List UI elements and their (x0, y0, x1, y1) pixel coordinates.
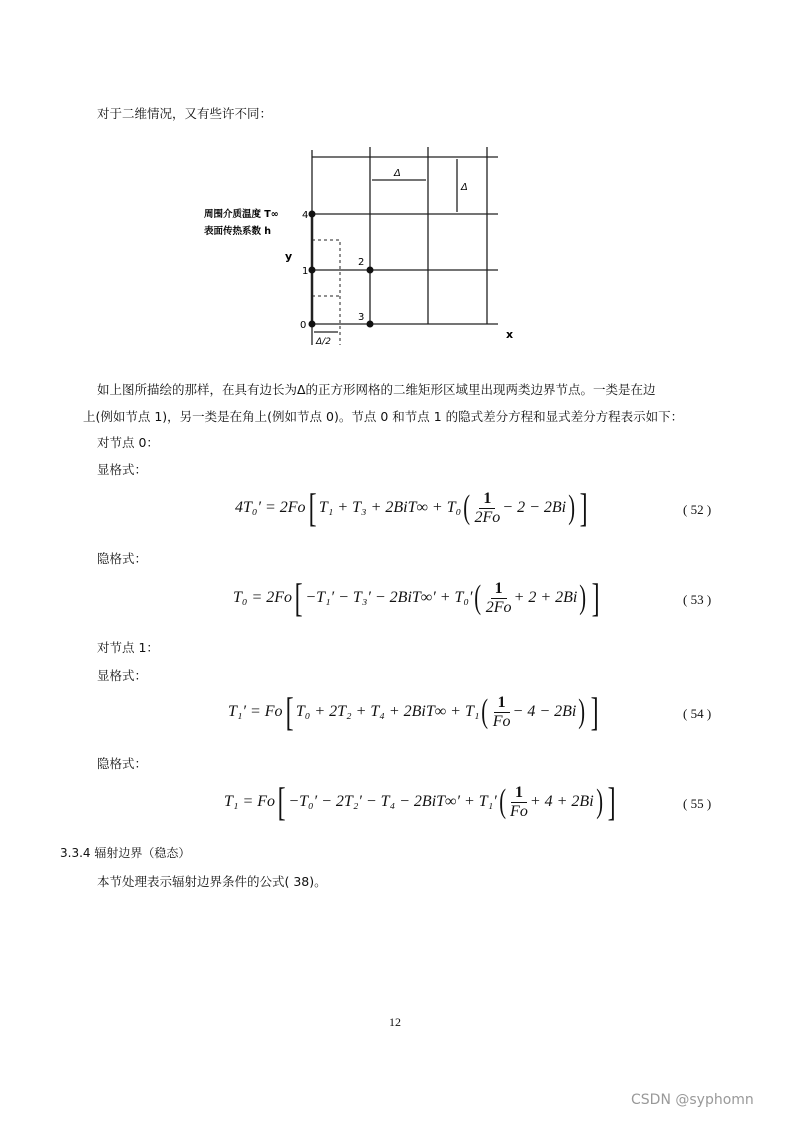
equation-54: T₁′ = Fo [ T₀ + 2T₂ + T₄ + 2BiT∞ + T₁ ( $\frac{1}{Fo}$ − 4 − 2Bi ) ] (228, 689, 599, 734)
watermark: CSDN @syphomn (631, 1092, 754, 1108)
delta-horizontal-label: Δ (394, 168, 401, 179)
figure-label-temperature: 周围介质温度 T∞ (204, 209, 279, 220)
paragraph-line-1: 如上图所描绘的那样，在具有边长为Δ的正方形网格的二维矩形区域里出现两类边界节点。一类是在边 (97, 382, 656, 397)
section-text: 本节处理表示辐射边界条件的公式( 38)。 (97, 874, 327, 889)
node-label-0: 0 (300, 320, 307, 331)
page-number: 12 (389, 1015, 401, 1029)
equation-number-54: ( 54 ) (683, 706, 712, 721)
explicit-label-node1: 显格式： (97, 668, 148, 683)
equation-53: T₀ = 2Fo [ −T₁′ − T₃′ − 2BiT∞′ + T₀′ ( $\frac{1}{2Fo}$ + 2 + 2Bi ) ] (233, 575, 600, 620)
delta-half-label: Δ/2 (316, 337, 331, 347)
axis-y-label: y (285, 250, 293, 263)
node-label-3: 3 (358, 312, 365, 323)
node0-heading: 对节点 0： (97, 435, 159, 450)
equation-52: 4T₀′ = 2Fo [ T₁ + T₃ + 2BiT∞ + T₀ ( $\frac{1}{2Fo}$ − 2 − 2Bi ) ] (235, 485, 589, 530)
implicit-label-node0: 隐格式： (97, 551, 148, 566)
node-label-4: 4 (302, 210, 309, 221)
intro-text: 对于二维情况，又有些许不同： (97, 106, 273, 121)
explicit-label-node0: 显格式： (97, 462, 148, 477)
equation-55: T₁ = Fo [ −T₀′ − 2T₂′ − T₄ − 2BiT∞′ + T₁′ ( $\frac{1}{Fo}$ + 4 + 2Bi ) ] (224, 779, 616, 824)
node-label-2: 2 (358, 257, 365, 268)
node1-heading: 对节点 1： (97, 640, 159, 655)
equation-number-52: ( 52 ) (683, 502, 712, 517)
axis-x-label: x (506, 328, 514, 341)
equation-number-55: ( 55 ) (683, 796, 712, 811)
grid-figure (0, 0, 794, 400)
implicit-label-node1: 隐格式： (97, 756, 148, 771)
node-label-1: 1 (302, 266, 309, 277)
figure-label-coefficient: 表面传热系数 h (204, 226, 272, 237)
equation-number-53: ( 53 ) (683, 592, 712, 607)
paragraph-line-2: 上(例如节点 1)，另一类是在角上(例如节点 0)。节点 0 和节点 1 的隐式差分方程和显式差分方程表示如下： (83, 409, 684, 424)
section-heading: 3.3.4 辐射边界（稳态） (60, 846, 191, 860)
delta-vertical-label: Δ (461, 182, 468, 193)
